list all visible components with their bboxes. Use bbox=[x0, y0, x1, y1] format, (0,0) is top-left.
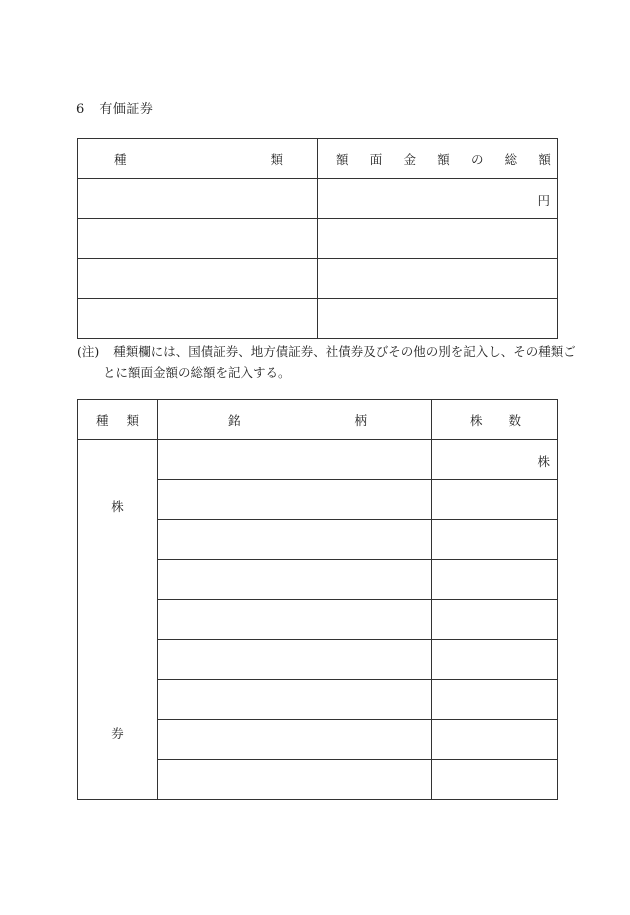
section-number: 6 bbox=[76, 102, 85, 117]
table-row bbox=[78, 179, 558, 219]
table-row bbox=[78, 440, 558, 480]
brand-input-cell[interactable] bbox=[158, 680, 432, 720]
brand-input-cell[interactable] bbox=[158, 720, 432, 760]
table-header-row bbox=[78, 139, 558, 179]
brand-input-cell[interactable] bbox=[158, 600, 432, 640]
header-type: 種 類 bbox=[78, 400, 158, 440]
brand-input-cell[interactable] bbox=[158, 440, 432, 480]
type-input-cell[interactable] bbox=[78, 179, 318, 219]
brand-input-cell[interactable] bbox=[158, 520, 432, 560]
shares-input-cell[interactable] bbox=[432, 600, 558, 640]
amount-input-cell[interactable] bbox=[318, 299, 558, 339]
note-text-line1: 種類欄には、国債証券、地方債証券、社債券及びその他の別を記入し、その種類ご bbox=[113, 344, 576, 359]
note bbox=[77, 341, 576, 383]
table-header-row bbox=[78, 400, 558, 440]
amount-input-cell[interactable] bbox=[318, 219, 558, 259]
type-input-cell[interactable] bbox=[78, 259, 318, 299]
header-brand: 銘 柄 bbox=[158, 400, 432, 440]
shares-input-cell[interactable] bbox=[432, 440, 558, 480]
stock-table bbox=[77, 399, 558, 800]
kind-label-top: 株 bbox=[111, 499, 124, 514]
note-text-line2: とに額面金額の総額を記入する。 bbox=[103, 365, 291, 380]
shares-input-cell[interactable] bbox=[432, 560, 558, 600]
brand-input-cell[interactable] bbox=[158, 560, 432, 600]
kind-label-bottom: 券 bbox=[111, 726, 124, 741]
shares-input-cell[interactable] bbox=[432, 720, 558, 760]
header-type: 種 類 bbox=[78, 139, 318, 179]
table-row bbox=[78, 219, 558, 259]
shares-input-cell[interactable] bbox=[432, 680, 558, 720]
amount-input-cell[interactable] bbox=[318, 179, 558, 219]
unit-label-yen: 円 bbox=[537, 193, 550, 208]
section-title: 有価証券 bbox=[99, 102, 154, 117]
brand-input-cell[interactable] bbox=[158, 760, 432, 800]
shares-input-cell[interactable] bbox=[432, 520, 558, 560]
shares-input-cell[interactable] bbox=[432, 640, 558, 680]
shares-input-cell[interactable] bbox=[432, 760, 558, 800]
table-row bbox=[78, 299, 558, 339]
amount-input-cell[interactable] bbox=[318, 259, 558, 299]
kind-cell-stock-certificate bbox=[78, 440, 158, 800]
header-total-face-amount: 額 面 金 額 の 総 額 bbox=[318, 139, 558, 179]
type-input-cell[interactable] bbox=[78, 299, 318, 339]
type-input-cell[interactable] bbox=[78, 219, 318, 259]
face-value-table bbox=[77, 138, 558, 339]
header-shares: 株 数 bbox=[432, 400, 558, 440]
brand-input-cell[interactable] bbox=[158, 480, 432, 520]
shares-input-cell[interactable] bbox=[432, 480, 558, 520]
brand-input-cell[interactable] bbox=[158, 640, 432, 680]
unit-label-shares: 株 bbox=[537, 454, 550, 469]
table-row bbox=[78, 259, 558, 299]
note-mark: (注) bbox=[77, 344, 100, 359]
section-heading bbox=[76, 98, 153, 117]
